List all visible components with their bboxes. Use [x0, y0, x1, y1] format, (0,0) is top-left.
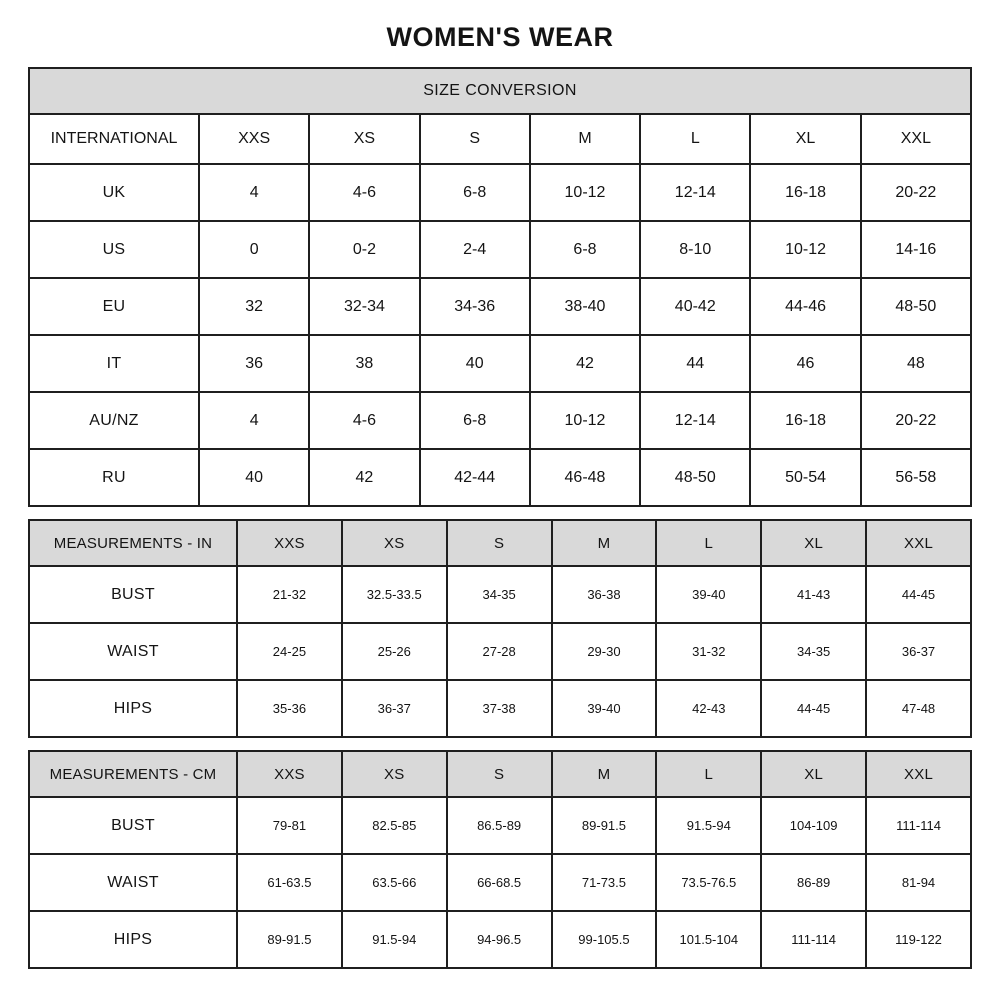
table-cell: 24-25 [237, 623, 342, 680]
table-cell: 36-37 [866, 623, 971, 680]
table-cell: 16-18 [750, 392, 860, 449]
table-cell: 40 [420, 335, 530, 392]
size-column-header: M [552, 520, 657, 566]
size-column-header: XXS [237, 751, 342, 797]
table-cell: 44-46 [750, 278, 860, 335]
table-row [29, 164, 971, 221]
table-cell: 10-12 [530, 392, 640, 449]
table-cell: 86.5-89 [447, 797, 552, 854]
row-label: EU [29, 278, 199, 335]
size-column-header: XS [342, 520, 447, 566]
table-cell: 4 [199, 392, 309, 449]
table-cell: 94-96.5 [447, 911, 552, 968]
table-cell: 104-109 [761, 797, 866, 854]
table-cell: 111-114 [761, 911, 866, 968]
table-cell: 42-44 [420, 449, 530, 506]
table-cell: 46 [750, 335, 860, 392]
table-cell: 34-35 [447, 566, 552, 623]
table-cell: 99-105.5 [552, 911, 657, 968]
table-cell: 91.5-94 [656, 797, 761, 854]
size-column-header: S [420, 114, 530, 164]
table-header-row [29, 114, 971, 164]
table-cell: 50-54 [750, 449, 860, 506]
page-title: WOMEN'S WEAR [386, 22, 614, 52]
header-label: MEASUREMENTS - IN [29, 520, 237, 566]
table-cell: 12-14 [640, 392, 750, 449]
header-label: MEASUREMENTS - CM [29, 751, 237, 797]
table-cell: 16-18 [750, 164, 860, 221]
table-cell: 32-34 [309, 278, 419, 335]
table-cell: 20-22 [861, 164, 971, 221]
size-column-header: XXL [866, 520, 971, 566]
table-cell: 101.5-104 [656, 911, 761, 968]
row-label: WAIST [29, 854, 237, 911]
table-header-row [29, 751, 971, 797]
table-cell: 48-50 [640, 449, 750, 506]
table-cell: 61-63.5 [237, 854, 342, 911]
table-row [29, 449, 971, 506]
row-label: HIPS [29, 680, 237, 737]
size-column-header: XXS [199, 114, 309, 164]
table-cell: 48-50 [861, 278, 971, 335]
table-cell: 34-35 [761, 623, 866, 680]
table-cell: 6-8 [420, 392, 530, 449]
table-caption-row [29, 68, 971, 114]
table-cell: 39-40 [552, 680, 657, 737]
table-cell: 40 [199, 449, 309, 506]
row-label: BUST [29, 566, 237, 623]
table-cell: 47-48 [866, 680, 971, 737]
table-cell: 38-40 [530, 278, 640, 335]
table-row [29, 566, 971, 623]
table-cell: 27-28 [447, 623, 552, 680]
table-cell: 39-40 [656, 566, 761, 623]
table-cell: 40-42 [640, 278, 750, 335]
table-cell: 35-36 [237, 680, 342, 737]
table-row [29, 623, 971, 680]
table-cell: 14-16 [861, 221, 971, 278]
table-row [29, 392, 971, 449]
size-column-header: M [552, 751, 657, 797]
table-row [29, 335, 971, 392]
table-cell: 42 [530, 335, 640, 392]
table-cell: 86-89 [761, 854, 866, 911]
table-cell: 37-38 [447, 680, 552, 737]
table-cell: 29-30 [552, 623, 657, 680]
table-cell: 48 [861, 335, 971, 392]
table-cell: 111-114 [866, 797, 971, 854]
table-cell: 4 [199, 164, 309, 221]
size-column-header: XXL [866, 751, 971, 797]
size-column-header: XS [309, 114, 419, 164]
size-column-header: L [656, 520, 761, 566]
table-cell: 91.5-94 [342, 911, 447, 968]
size-column-header: L [640, 114, 750, 164]
table-cell: 119-122 [866, 911, 971, 968]
table-cell: 0 [199, 221, 309, 278]
table-cell: 46-48 [530, 449, 640, 506]
table-cell: 10-12 [530, 164, 640, 221]
table-cell: 44-45 [866, 566, 971, 623]
table-cell: 56-58 [861, 449, 971, 506]
table-row [29, 911, 971, 968]
row-label: UK [29, 164, 199, 221]
size-column-header: L [656, 751, 761, 797]
row-label: HIPS [29, 911, 237, 968]
table-cell: 44-45 [761, 680, 866, 737]
table-cell: 34-36 [420, 278, 530, 335]
table-cell: 6-8 [530, 221, 640, 278]
table-cell: 41-43 [761, 566, 866, 623]
table-cell: 25-26 [342, 623, 447, 680]
row-label: BUST [29, 797, 237, 854]
table-cell: 38 [309, 335, 419, 392]
row-label: US [29, 221, 199, 278]
measurements-cm-table [28, 750, 972, 969]
table-cell: 81-94 [866, 854, 971, 911]
table-row [29, 278, 971, 335]
table-cell: 66-68.5 [447, 854, 552, 911]
size-column-header: XL [750, 114, 860, 164]
size-column-header: XXS [237, 520, 342, 566]
table-cell: 32 [199, 278, 309, 335]
table-cell: 89-91.5 [237, 911, 342, 968]
table-row [29, 680, 971, 737]
table-row [29, 221, 971, 278]
size-column-header: M [530, 114, 640, 164]
measurements-in-table [28, 519, 972, 738]
header-label: INTERNATIONAL [29, 114, 199, 164]
table-cell: 79-81 [237, 797, 342, 854]
table-cell: 36-38 [552, 566, 657, 623]
size-column-header: S [447, 520, 552, 566]
table-cell: 4-6 [309, 164, 419, 221]
table-row [29, 854, 971, 911]
table-cell: 31-32 [656, 623, 761, 680]
table-caption: SIZE CONVERSION [29, 68, 971, 114]
table-cell: 42-43 [656, 680, 761, 737]
table-cell: 82.5-85 [342, 797, 447, 854]
size-column-header: XL [761, 520, 866, 566]
row-label: AU/NZ [29, 392, 199, 449]
row-label: RU [29, 449, 199, 506]
table-cell: 6-8 [420, 164, 530, 221]
size-column-header: XS [342, 751, 447, 797]
table-cell: 8-10 [640, 221, 750, 278]
table-cell: 32.5-33.5 [342, 566, 447, 623]
table-cell: 12-14 [640, 164, 750, 221]
size-column-header: XL [761, 751, 866, 797]
table-cell: 10-12 [750, 221, 860, 278]
table-cell: 89-91.5 [552, 797, 657, 854]
table-cell: 42 [309, 449, 419, 506]
table-cell: 20-22 [861, 392, 971, 449]
row-label: WAIST [29, 623, 237, 680]
size-column-header: XXL [861, 114, 971, 164]
size-conversion-table [28, 67, 972, 507]
table-cell: 2-4 [420, 221, 530, 278]
table-row [29, 797, 971, 854]
table-cell: 36 [199, 335, 309, 392]
table-cell: 0-2 [309, 221, 419, 278]
size-column-header: S [447, 751, 552, 797]
table-cell: 21-32 [237, 566, 342, 623]
table-cell: 44 [640, 335, 750, 392]
table-cell: 71-73.5 [552, 854, 657, 911]
row-label: IT [29, 335, 199, 392]
table-cell: 36-37 [342, 680, 447, 737]
table-header-row [29, 520, 971, 566]
table-cell: 4-6 [309, 392, 419, 449]
table-cell: 63.5-66 [342, 854, 447, 911]
table-cell: 73.5-76.5 [656, 854, 761, 911]
